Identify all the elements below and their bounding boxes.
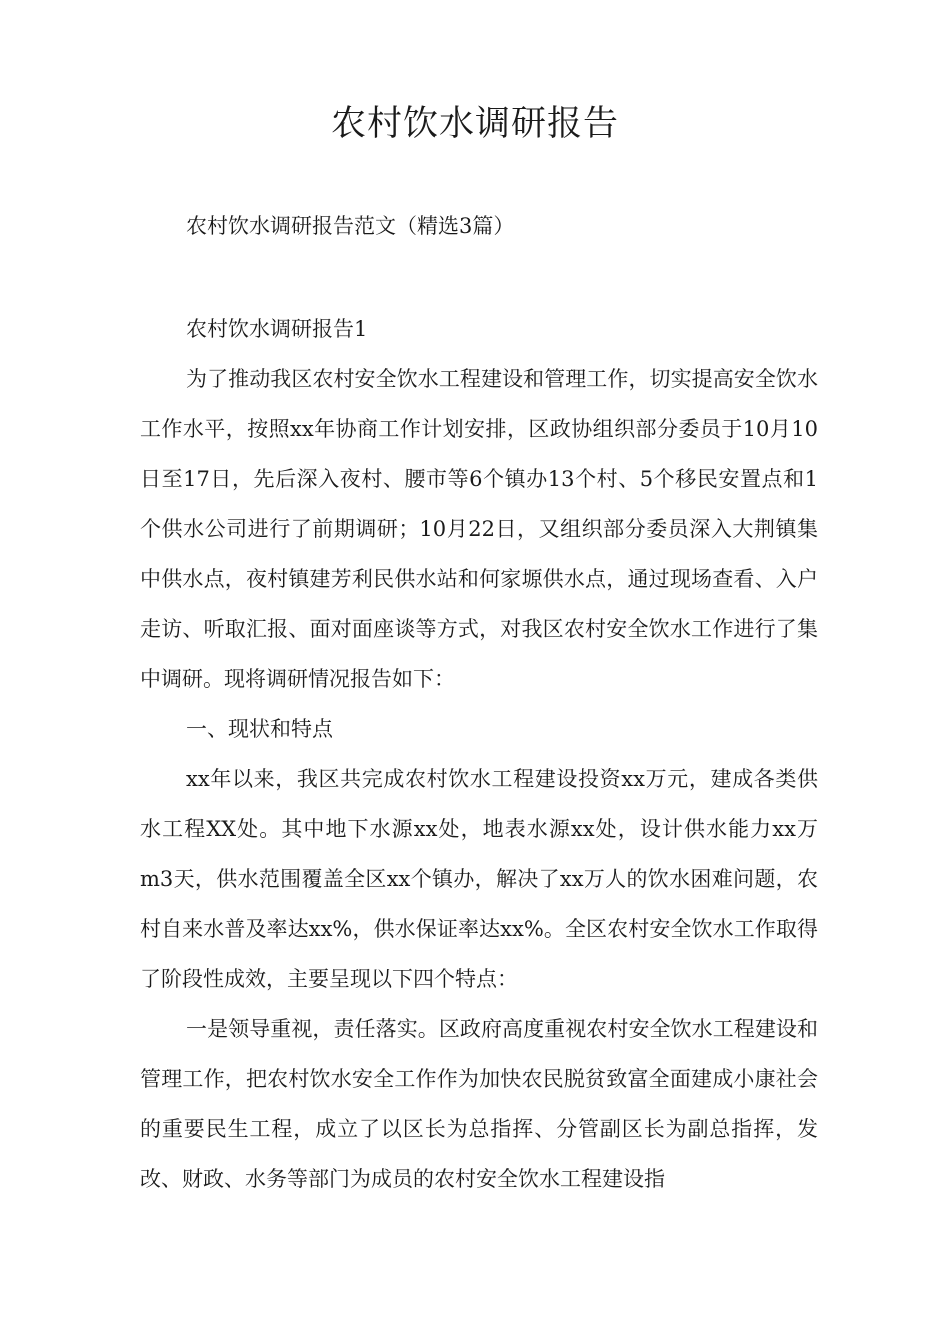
paragraph-1: 为了推动我区农村安全饮水工程建设和管理工作，切实提高安全饮水工作水平，按照xx年协商工作计划安排，区政协组织部分委员于10月10日至17日，先后深入夜村、腰市等6个镇办13个村、5个移民安置点和1个供水公司进行了前期调研；10月22日，又组织部分委员深入大荆镇集中供水点，夜村镇建芳利民供水站和何家塬供水点，通过现场查看、入户走访、听取汇报、面对面座谈等方式，对我区农村安全饮水工作进行了集中调研。现将调研情况报告如下： (140, 367, 818, 691)
document-body (140, 304, 818, 1204)
document-subtitle: 农村饮水调研报告范文（精选3篇） (186, 214, 515, 238)
document-title: 农村饮水调研报告 (330, 104, 619, 144)
paragraph-3: 一是领导重视，责任落实。区政府高度重视农村安全饮水工程建设和管理工作，把农村饮水安全工作作为加快农民脱贫致富全面建成小康社会的重要民生工程，成立了以区长为总指挥、分管副区长为副总指挥，发改、财政、水务等部门为成员的农村安全饮水工程建设指 (140, 1017, 818, 1191)
paragraph-2: xx年以来，我区共完成农村饮水工程建设投资xx万元，建成各类供水工程XX处。其中地下水源xx处，地表水源xx处，设计供水能力xx万m3天，供水范围覆盖全区xx个镇办，解决了xx万人的饮水困难问题，农村自来水普及率达xx%，供水保证率达xx%。全区农村安全饮水工作取得了阶段性成效，主要呈现以下四个特点： (140, 767, 818, 991)
heading-current-status: 一、现状和特点 (186, 717, 333, 741)
section-title: 农村饮水调研报告1 (186, 317, 368, 341)
